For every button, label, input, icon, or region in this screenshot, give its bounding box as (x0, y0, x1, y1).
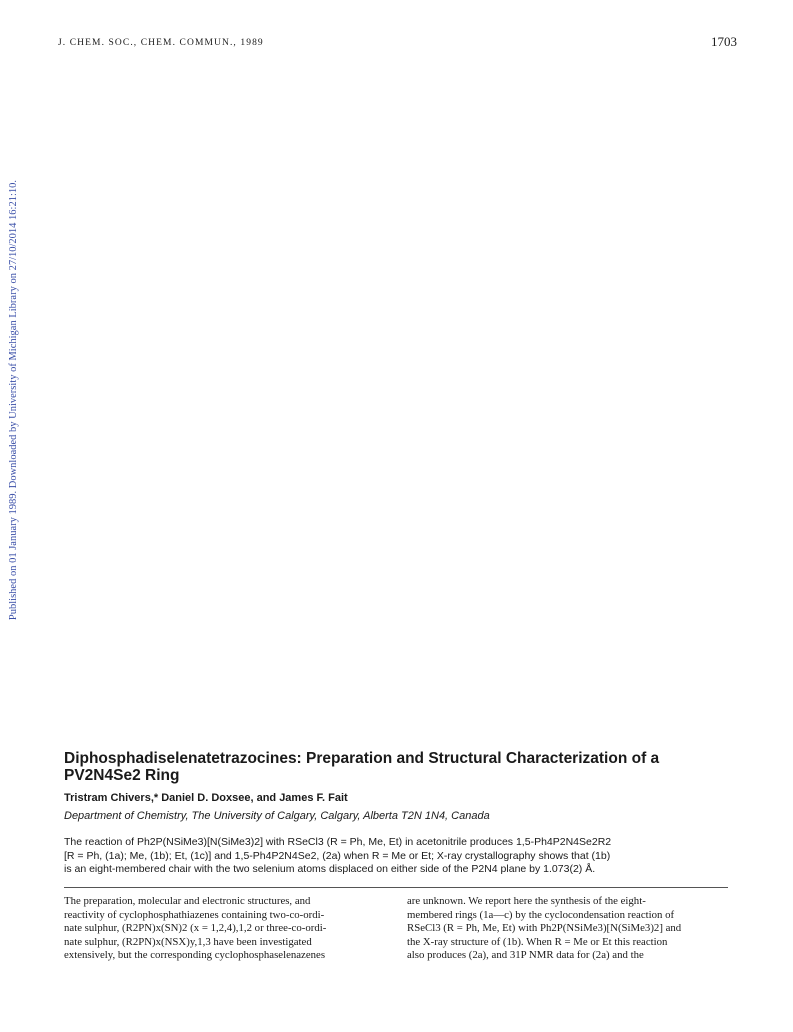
body-column-right (407, 895, 729, 963)
section-divider (64, 887, 728, 888)
body-line: extensively, but the corresponding cyclophosphaselenazenes (64, 949, 326, 962)
body-line: reactivity of cyclophosphathiazenes containing two-co-ordi- (64, 908, 325, 921)
body-line: nate sulphur, (R2PN)x(SN)2 (x = 1,2,4),1,2 or three-co-ordi- (64, 922, 327, 935)
affiliation: Department of Chemistry, The University of Calgary, Calgary, Alberta T2N 1N4, Canada (64, 810, 490, 822)
page-number: 1703 (711, 34, 737, 49)
body-line: membered rings (1a—c) by the cyclocondensation reaction of (407, 908, 675, 921)
body-line: the X-ray structure of (1b). When R = Me or Et this reaction (407, 935, 668, 948)
abstract-line: [R = Ph, (1a); Me, (1b); Et, (1c)] and 1,5-Ph4P2N4Se2, (2a) when R = Me or Et; X-ray crystallography shows that (1b) (64, 849, 611, 862)
download-note[interactable]: Published on 01 January 1989. Downloaded by University of Michigan Library on 27/10/2014 16:21:10. (8, 180, 19, 621)
body-line: nate sulphur, (R2PN)x(NSX)y,1,3 have been investigated (64, 935, 312, 948)
body-line: are unknown. We report here the synthesis of the eight- (407, 895, 646, 907)
abstract (64, 836, 734, 877)
abstract-line: The reaction of Ph2P(NSiMe3)[N(SiMe3)2] with RSeCl3 (R = Ph, Me, Et) in acetonitrile produces 1,5-Ph4P2N4Se2R2 (64, 836, 612, 848)
body-line: also produces (2a), and 31P NMR data for (2a) and the (407, 949, 644, 962)
body-line: The preparation, molecular and electronic structures, and (64, 895, 311, 907)
abstract-line: is an eight-membered chair with the two selenium atoms displaced on either side of the P2N4 plane by 1.073(2) Å. (64, 863, 596, 875)
title-line-1: Diphosphadiselenatetrazocines: Preparation and Structural Characterization of a (64, 750, 660, 767)
body-line: RSeCl3 (R = Ph, Me, Et) with Ph2P(NSiMe3)[N(SiMe3)2] and (407, 922, 682, 935)
author-list: Tristram Chivers,* Daniel D. Doxsee, and James F. Fait (64, 792, 348, 804)
body-column-left (64, 895, 386, 963)
running-head: J. CHEM. SOC., CHEM. COMMUN., 1989 (58, 38, 264, 48)
title-line-2: PV2N4Se2 Ring (64, 767, 180, 784)
article-title (64, 750, 744, 784)
